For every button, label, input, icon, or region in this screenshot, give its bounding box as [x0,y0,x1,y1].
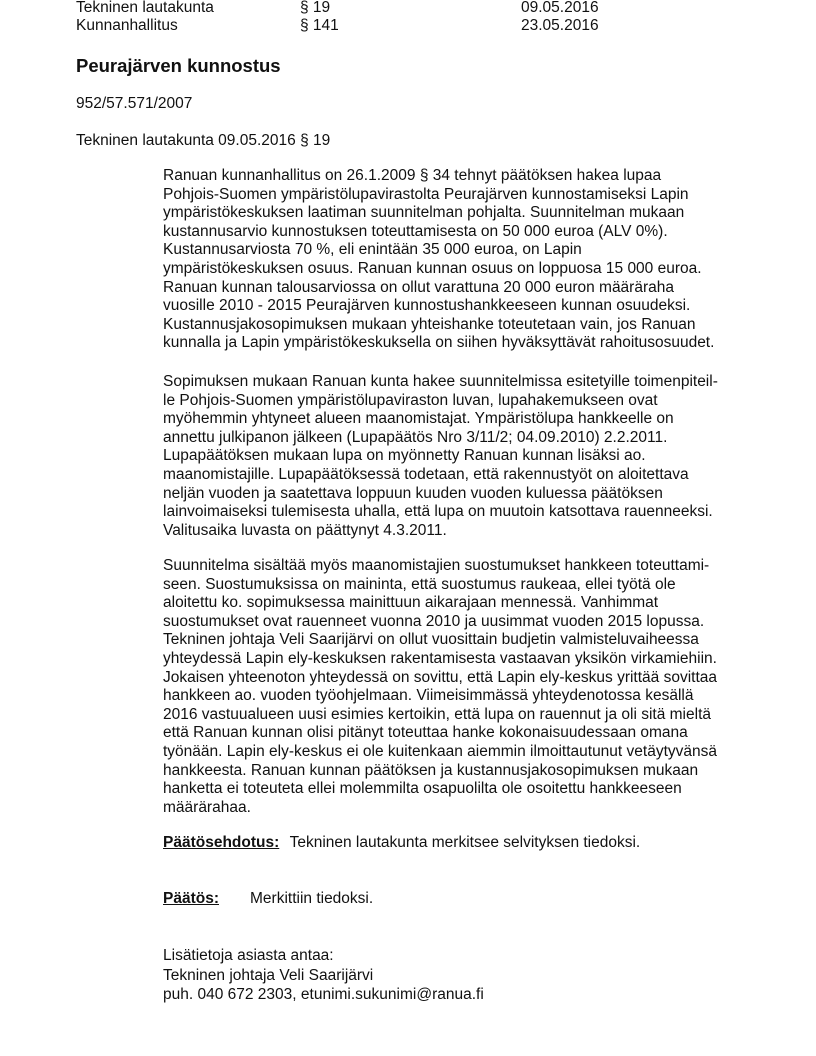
paragraph-line: le Pohjois-Suomen ympäristölupaviraston luvan, lupahakemukseen ovat [163,391,658,409]
paragraph-line: Kustannusarviosta 70 %, eli enintään 35 000 euroa, on Lapin [163,241,582,259]
paragraph-line: ympäristökeskuksen osuus. Ranuan kunnan osuus on loppuosa 15 000 euroa. [163,259,702,277]
paragraph-line: yhteydessä Lapin ely-keskuksen rakentamisesta vastaavan yksikön virkamiehiin. [163,649,717,667]
contact-info [163,946,484,1005]
paragraph-line: hanketta ei toteuteta ellei molemmilta osapuolilta ole osoitettu hankkeeseen [163,780,682,798]
paragraph-line: määrärahaa. [163,798,251,816]
paragraph-line: myöhemmin yhtyneet alueen maanomistajat. Ympäristölupa hankkeelle on [163,410,674,428]
contact-details: puh. 040 672 2303, etunimi.sukunimi@ranua.fi [163,986,484,1003]
paragraph-line: kustannusarvio kunnostuksen toteuttamisesta on 50 000 euroa (ALV 0%). [163,222,668,240]
paragraph-text [163,557,763,817]
header-section: § 19 [300,0,331,16]
paragraph-line: neljän vuoden ja saatettava loppuun kuuden vuoden kuluessa päätöksen [163,484,663,502]
paragraph-line: ympäristökeskuksen laatiman suunnitelman pohjalta. Suunnitelman mukaan [163,204,685,222]
header-body: Tekninen lautakunta [76,0,214,16]
paragraph-line: Pohjois-Suomen ympäristölupavirastolta Peurajärven kunnostamiseksi Lapin [163,185,689,203]
decision-label: Päätös: [163,890,219,907]
paragraph-line: Kustannusjakosopimuksen mukaan yhteishanke toteutetaan vain, jos Ranuan [163,315,696,333]
header-row [76,17,776,35]
paragraph-line: Sopimuksen mukaan Ranuan kunta hakee suunnitelmissa esitetyille toimenpiteil- [163,373,718,390]
paragraph-line: lainvoimaiseksi tulemisesta uhalla, että lupa on muutoin katsottava rauenneeksi. [163,503,713,521]
paragraph-line: Suunnitelma sisältää myös maanomistajien suostumukset hankkeen toteuttami- [163,557,710,574]
paragraph-text [163,167,763,353]
paragraph-line: seen. Suostumuksissa on maininta, että suostumus raukeaa, ellei työtä ole [163,575,676,593]
paragraph-text [163,373,763,540]
header-date: 09.05.2016 [521,0,599,16]
paragraph-line: annettu julkipanon jälkeen (Lupapäätös Nro 3/11/2; 04.09.2010) 2.2.2011. [163,428,668,446]
decision-row [163,890,374,908]
proposal-text: Tekninen lautakunta merkitsee selvityksen tiedoksi. [289,834,641,851]
paragraph-line: aloitettu ko. sopimuksessa mainittuun aikarajaan mennessä. Vanhimmat [163,594,659,612]
paragraph-line: Lupapäätöksen mukaan lupa on myönnetty Ranuan kunnan lisäksi ao. [163,447,646,465]
paragraph-line: 2016 vastuualueen uusi esimies kertoikin, että lupa on rauennut ja oli sitä mieltä [163,705,711,723]
paragraph-line: kunnalla ja Lapin ympäristökeskuksella on siihen hyväksyttävät rahoitusosuudet. [163,334,715,352]
meeting-reference: Tekninen lautakunta 09.05.2016 § 19 [76,132,331,149]
paragraph-line: hankkeesta. Ranuan kunnan päätöksen ja kustannusjakosopimuksen mukaan [163,761,699,779]
contact-intro: Lisätietoja asiasta antaa: [163,947,334,964]
paragraph-line: hankkeen ao. vuoden työohjelmaan. Viimeisimmässä yhteydenotossa kesällä [163,687,694,705]
paragraph-line: vuosille 2010 - 2015 Peurajärven kunnostushankkeeseen kunnan osuudeksi. [163,297,691,315]
paragraph-line: Valitusaika luvasta on päättynyt 4.3.2011. [163,521,447,539]
paragraph-line: suostumukset ovat rauenneet vuonna 2010 ja uusimmat vuoden 2015 lopussa. [163,612,705,630]
paragraph-line: Ranuan kunnan talousarviossa on ollut varattuna 20 000 euron määräraha [163,278,674,296]
header-date: 23.05.2016 [521,17,599,34]
paragraph [163,167,763,353]
paragraph-line: että Ranuan kunnan olisi pitänyt toteuttaa hanke kokonaisuudessaan omana [163,724,688,742]
proposal-label: Päätösehdotus: [163,834,280,851]
paragraph-line: Tekninen johtaja Veli Saarijärvi on ollut vuosittain budjetin valmisteluvaiheessa [163,631,699,649]
paragraph [163,557,763,817]
document-title: Peurajärven kunnostus [76,55,281,76]
paragraph-line: maanomistajille. Lupapäätöksessä todetaan, että rakennustyöt on aloitettava [163,465,689,483]
decision-text: Merkittiin tiedoksi. [250,890,374,907]
record-number: 952/57.571/2007 [76,95,193,112]
header-section: § 141 [300,17,339,34]
header-row [76,0,776,17]
paragraph-line: Ranuan kunnanhallitus on 26.1.2009 § 34 tehnyt päätöksen hakea lupaa [163,167,662,184]
paragraph [163,373,763,540]
proposal-row [163,834,640,852]
paragraph-line: työnään. Lapin ely-keskus ei ole kuitenkaan aiemmin ilmoittautunut vetäytyvänsä [163,742,718,760]
paragraph-line: Jokaisen yhteenoton yhteydessä on sovittu, että Lapin ely-keskus yrittää sovittaa [163,668,718,686]
contact-name: Tekninen johtaja Veli Saarijärvi [163,966,374,984]
header-body: Kunnanhallitus [76,17,178,34]
